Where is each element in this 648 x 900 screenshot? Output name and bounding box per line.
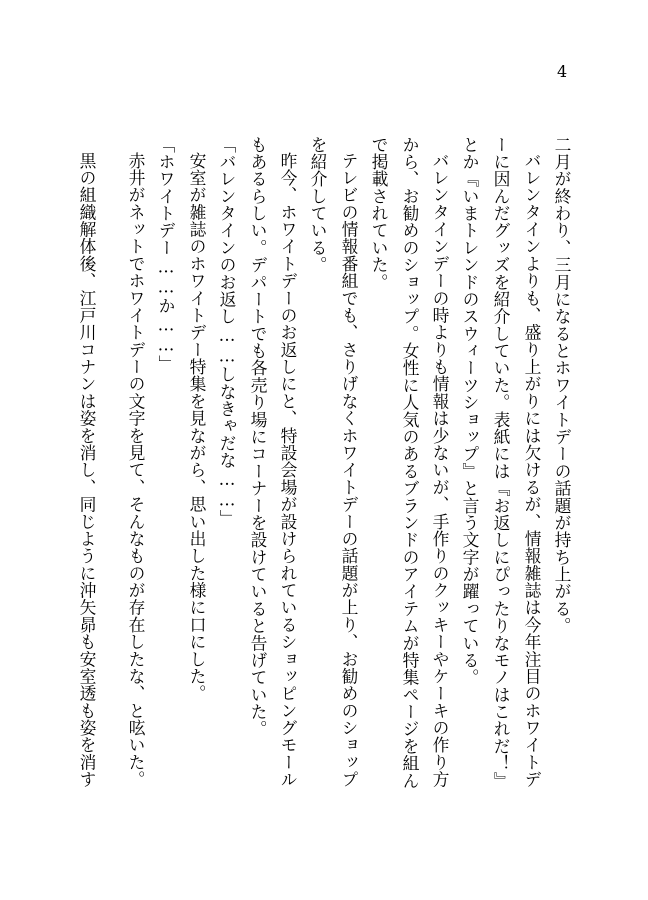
- text-line: で掲載されていた。: [369, 136, 389, 291]
- text-line: を紹介している。: [308, 136, 328, 274]
- text-line: 安室が雑誌のホワイトデー特集を見ながら、思い出した様に口にした。: [187, 152, 207, 703]
- text-line: 昨今、ホワイトデーのお返しにと、特設会場が設けられているショッピングモール: [278, 152, 298, 789]
- text-line: バレンタインよりも、盛り上がりには欠けるが、情報雑誌は今年注目のホワイトデ: [522, 152, 542, 789]
- text-line: ーに因んだグッズを紹介していた。表紙には『お返しにぴったりなモノはこれだ！』: [491, 136, 511, 790]
- text-line: から、お勧めのショップ。女性に人気のあるブランドのアイテムが特集ページを組ん: [400, 136, 420, 790]
- text-line: バレンタインデーの時よりも情報は少ないが、手作りのクッキーやケーキの作り方: [430, 152, 450, 789]
- text-line: 黒の組織解体後、江戸川コナンは姿を消し、同じように沖矢昴も安室透も姿を消す: [77, 152, 97, 789]
- text-line: とか『いまトレンドのスウィーツショップ』と言う文字が躍っている。: [460, 136, 480, 687]
- text-line: 赤井がネットでホワイトデーの文字を見て、そんなものが存在したな、と呟いた。: [126, 152, 146, 789]
- text-line: もあるらしい。デパートでも各売り場にコーナーを設けていると告げていた。: [248, 136, 268, 738]
- page-number: 4: [557, 62, 568, 81]
- text-line: 「バレンタインのお返し……しなきゃだな……」: [217, 136, 237, 528]
- text-line: 二月が終わり、三月になるとホワイトデーの話題が持ち上がる。: [552, 136, 572, 635]
- text-line: 「ホワイトデー……か……」: [156, 136, 176, 373]
- text-line: テレビの情報番組でも、さりげなくホワイトデーの話題が上り、お勧めのショップ: [339, 152, 359, 789]
